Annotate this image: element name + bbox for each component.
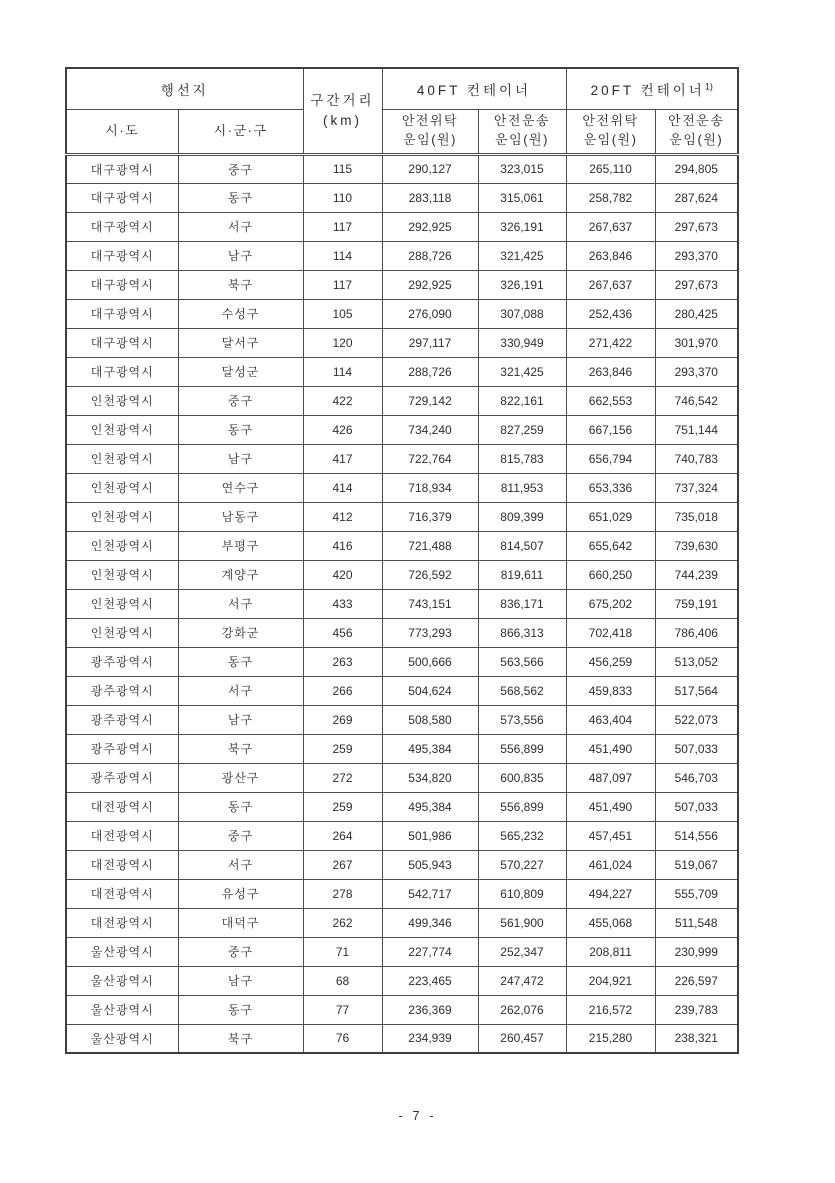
table-row [66,241,738,270]
table-row [66,792,738,821]
table-body [66,154,738,1053]
table-cell: 남구 [178,705,303,734]
table-cell: 중구 [178,386,303,415]
table-cell: 751,144 [655,415,738,444]
table-cell: 740,783 [655,444,738,473]
table-cell: 556,899 [478,792,566,821]
table-cell: 중구 [178,154,303,183]
table-cell: 417 [303,444,382,473]
table-cell: 297,117 [382,328,478,357]
table-cell: 227,774 [382,937,478,966]
table-cell: 대구광역시 [66,357,178,386]
table-cell: 297,673 [655,270,738,299]
table-cell: 307,088 [478,299,566,328]
table-cell: 인천광역시 [66,415,178,444]
table-cell: 달성군 [178,357,303,386]
table-cell: 433 [303,589,382,618]
table-cell: 290,127 [382,154,478,183]
table-cell: 565,232 [478,821,566,850]
table-cell: 297,673 [655,212,738,241]
table-cell: 215,280 [566,1024,655,1053]
sigungu-label: 시·군·구 [213,122,268,138]
table-cell: 광주광역시 [66,734,178,763]
table-cell: 울산광역시 [66,937,178,966]
table-cell: 494,227 [566,879,655,908]
col-header-sido [66,109,178,154]
subheader-line2: 운임(원) [669,132,724,147]
table-cell: 267,637 [566,270,655,299]
table-cell: 대전광역시 [66,792,178,821]
subheader-line1: 안전위탁 [401,113,459,129]
table-cell: 811,953 [478,473,566,502]
table-cell: 226,597 [655,966,738,995]
table-cell: 420 [303,560,382,589]
table-cell: 508,580 [382,705,478,734]
table-cell: 734,240 [382,415,478,444]
subheader-line2: 운임(원) [495,132,549,147]
table-cell: 500,666 [382,647,478,676]
table-row [66,299,738,328]
table-cell: 204,921 [566,966,655,995]
table-row [66,183,738,212]
table-cell: 강화군 [178,618,303,647]
table-cell: 252,347 [478,937,566,966]
table-cell: 827,259 [478,415,566,444]
table-cell: 76 [303,1024,382,1053]
table-cell: 739,630 [655,531,738,560]
table-cell: 326,191 [478,212,566,241]
table-cell: 110 [303,183,382,212]
table-cell: 563,566 [478,647,566,676]
table-cell: 487,097 [566,763,655,792]
table-cell: 507,033 [655,792,738,821]
col-header-20ft-container [566,68,738,109]
subheader-line1: 안전위탁 [582,113,639,129]
table-cell: 인천광역시 [66,386,178,415]
table-cell: 507,033 [655,734,738,763]
table-cell: 258,782 [566,183,655,212]
table-cell: 동구 [178,647,303,676]
table-cell: 568,562 [478,676,566,705]
table-cell: 120 [303,328,382,357]
table-cell: 223,465 [382,966,478,995]
col-header-distance [303,68,382,154]
table-cell: 271,422 [566,328,655,357]
table-cell: 505,943 [382,850,478,879]
table-cell: 288,726 [382,241,478,270]
table-cell: 459,833 [566,676,655,705]
table-cell: 북구 [178,270,303,299]
table-cell: 263 [303,647,382,676]
container-40ft-label: 40FT 컨테이너 [416,82,532,98]
table-cell: 546,703 [655,763,738,792]
table-row [66,473,738,502]
col-header-40ft-consign-fare [382,109,478,154]
table-row [66,676,738,705]
table-cell: 동구 [178,995,303,1024]
table-cell: 광주광역시 [66,763,178,792]
table-row [66,1024,738,1053]
table-cell: 북구 [178,1024,303,1053]
table-cell: 남구 [178,444,303,473]
table-header [66,68,738,154]
table-cell: 315,061 [478,183,566,212]
table-cell: 서구 [178,850,303,879]
table-cell: 653,336 [566,473,655,502]
table-cell: 대전광역시 [66,821,178,850]
table-cell: 서구 [178,212,303,241]
table-cell: 인천광역시 [66,560,178,589]
table-cell: 288,726 [382,357,478,386]
table-cell: 656,794 [566,444,655,473]
table-cell: 대덕구 [178,908,303,937]
table-cell: 759,191 [655,589,738,618]
table-cell: 대전광역시 [66,879,178,908]
table-cell: 292,925 [382,270,478,299]
table-cell: 259 [303,734,382,763]
table-cell: 809,399 [478,502,566,531]
table-cell: 513,052 [655,647,738,676]
table-row [66,966,738,995]
container-20ft-label: 20FT 컨테이너 [590,82,705,98]
header-row-top [66,68,738,109]
table-cell: 77 [303,995,382,1024]
table-cell: 117 [303,212,382,241]
table-cell: 667,156 [566,415,655,444]
freight-rate-table [65,67,739,1054]
table-cell: 남구 [178,966,303,995]
table-cell: 457,451 [566,821,655,850]
table-cell: 501,986 [382,821,478,850]
table-cell: 786,406 [655,618,738,647]
table-cell: 651,029 [566,502,655,531]
destination-label: 행선지 [160,82,209,98]
table-cell: 412 [303,502,382,531]
table-cell: 115 [303,154,382,183]
table-row [66,618,738,647]
col-header-20ft-consign-fare [566,109,655,154]
subheader-line1: 안전운송 [493,113,551,129]
table-cell: 293,370 [655,357,738,386]
table-cell: 463,404 [566,705,655,734]
table-cell: 815,783 [478,444,566,473]
table-row [66,821,738,850]
table-cell: 수성구 [178,299,303,328]
table-cell: 292,925 [382,212,478,241]
table-cell: 동구 [178,415,303,444]
table-row [66,879,738,908]
table-cell: 675,202 [566,589,655,618]
table-cell: 대전광역시 [66,908,178,937]
table-row [66,734,738,763]
table-cell: 283,118 [382,183,478,212]
table-cell: 743,151 [382,589,478,618]
table-cell: 726,592 [382,560,478,589]
table-cell: 서구 [178,589,303,618]
table-cell: 517,564 [655,676,738,705]
table-cell: 유성구 [178,879,303,908]
table-row [66,850,738,879]
table-cell: 인천광역시 [66,444,178,473]
table-cell: 계양구 [178,560,303,589]
table-cell: 114 [303,357,382,386]
table-cell: 인천광역시 [66,502,178,531]
table-cell: 511,548 [655,908,738,937]
col-header-sigungu [178,109,303,154]
table-cell: 236,369 [382,995,478,1024]
table-cell: 278 [303,879,382,908]
subheader-line2: 운임(원) [583,132,638,147]
footnote-marker: 1) [704,81,713,92]
table-cell: 대구광역시 [66,270,178,299]
table-cell: 456 [303,618,382,647]
table-cell: 중구 [178,937,303,966]
table-cell: 247,472 [478,966,566,995]
table-cell: 234,939 [382,1024,478,1053]
table-cell: 716,379 [382,502,478,531]
table-cell: 68 [303,966,382,995]
table-cell: 600,835 [478,763,566,792]
table-cell: 264 [303,821,382,850]
table-cell: 262 [303,908,382,937]
table-cell: 287,624 [655,183,738,212]
table-cell: 대구광역시 [66,183,178,212]
col-header-40ft-transport-fare [478,109,566,154]
table-cell: 230,999 [655,937,738,966]
table-cell: 321,425 [478,357,566,386]
table-row [66,328,738,357]
table-cell: 259 [303,792,382,821]
table-cell: 573,556 [478,705,566,734]
table-cell: 321,425 [478,241,566,270]
table-cell: 263,846 [566,241,655,270]
table-row [66,502,738,531]
table-cell: 광주광역시 [66,676,178,705]
table-cell: 660,250 [566,560,655,589]
table-cell: 814,507 [478,531,566,560]
table-cell: 519,067 [655,850,738,879]
table-cell: 451,490 [566,734,655,763]
table-cell: 293,370 [655,241,738,270]
table-row [66,908,738,937]
table-cell: 729,142 [382,386,478,415]
table-cell: 522,073 [655,705,738,734]
col-header-destination [66,68,303,109]
table-row [66,386,738,415]
table-cell: 252,436 [566,299,655,328]
table-cell: 323,015 [478,154,566,183]
table-cell: 울산광역시 [66,1024,178,1053]
table-cell: 414 [303,473,382,502]
subheader-line1: 안전운송 [668,113,725,129]
table-cell: 773,293 [382,618,478,647]
table-cell: 광주광역시 [66,705,178,734]
table-cell: 294,805 [655,154,738,183]
table-row [66,212,738,241]
table-cell: 451,490 [566,792,655,821]
table-cell: 735,018 [655,502,738,531]
table-row [66,415,738,444]
table-cell: 746,542 [655,386,738,415]
table-cell: 655,642 [566,531,655,560]
table-row [66,995,738,1024]
table-cell: 301,970 [655,328,738,357]
col-header-40ft-container [382,68,566,109]
table-cell: 836,171 [478,589,566,618]
table-cell: 239,783 [655,995,738,1024]
table-row [66,647,738,676]
table-cell: 265,110 [566,154,655,183]
table-cell: 인천광역시 [66,531,178,560]
table-cell: 238,321 [655,1024,738,1053]
table-cell: 267 [303,850,382,879]
table-row [66,444,738,473]
table-cell: 416 [303,531,382,560]
table-cell: 822,161 [478,386,566,415]
subheader-line2: 운임(원) [403,132,457,147]
table-cell: 555,709 [655,879,738,908]
table-cell: 남동구 [178,502,303,531]
table-cell: 대구광역시 [66,241,178,270]
table-cell: 269 [303,705,382,734]
table-cell: 534,820 [382,763,478,792]
table-cell: 499,346 [382,908,478,937]
table-cell: 610,809 [478,879,566,908]
table-cell: 276,090 [382,299,478,328]
table-row [66,531,738,560]
table-cell: 819,611 [478,560,566,589]
table-cell: 570,227 [478,850,566,879]
header-row-sub [66,109,738,154]
page-number: - 7 - [398,1108,437,1123]
table-cell: 인천광역시 [66,589,178,618]
table-cell: 동구 [178,792,303,821]
table-cell: 456,259 [566,647,655,676]
table-cell: 동구 [178,183,303,212]
table-cell: 117 [303,270,382,299]
table-cell: 71 [303,937,382,966]
table-cell: 연수구 [178,473,303,502]
table-cell: 262,076 [478,995,566,1024]
table-cell: 대구광역시 [66,154,178,183]
table-cell: 326,191 [478,270,566,299]
table-cell: 744,239 [655,560,738,589]
table-cell: 216,572 [566,995,655,1024]
table-cell: 422 [303,386,382,415]
table-cell: 722,764 [382,444,478,473]
table-cell: 대구광역시 [66,212,178,241]
table-cell: 중구 [178,821,303,850]
table-cell: 495,384 [382,792,478,821]
table-row [66,560,738,589]
table-cell: 달서구 [178,328,303,357]
table-cell: 495,384 [382,734,478,763]
table-cell: 북구 [178,734,303,763]
table-cell: 426 [303,415,382,444]
table-cell: 266 [303,676,382,705]
table-cell: 866,313 [478,618,566,647]
table-cell: 인천광역시 [66,473,178,502]
table-cell: 556,899 [478,734,566,763]
table-cell: 광주광역시 [66,647,178,676]
table-cell: 263,846 [566,357,655,386]
table-row [66,270,738,299]
table-cell: 울산광역시 [66,995,178,1024]
col-header-20ft-transport-fare [655,109,738,154]
table-cell: 718,934 [382,473,478,502]
distance-label-line1: 구간거리 [310,93,375,109]
table-cell: 남구 [178,241,303,270]
table-row [66,154,738,183]
table-cell: 208,811 [566,937,655,966]
table-cell: 737,324 [655,473,738,502]
table-cell: 대구광역시 [66,328,178,357]
table-cell: 702,418 [566,618,655,647]
table-cell: 광산구 [178,763,303,792]
table-cell: 280,425 [655,299,738,328]
table-cell: 울산광역시 [66,966,178,995]
table-cell: 272 [303,763,382,792]
table-cell: 114 [303,241,382,270]
table-cell: 부평구 [178,531,303,560]
table-row [66,763,738,792]
table-cell: 105 [303,299,382,328]
table-cell: 260,457 [478,1024,566,1053]
distance-label-line2: (km) [323,112,362,128]
table-cell: 721,488 [382,531,478,560]
table-row [66,357,738,386]
table-cell: 504,624 [382,676,478,705]
table-cell: 514,556 [655,821,738,850]
table-cell: 561,900 [478,908,566,937]
table-row [66,937,738,966]
table-cell: 662,553 [566,386,655,415]
table-row [66,705,738,734]
table-cell: 서구 [178,676,303,705]
table-cell: 542,717 [382,879,478,908]
table-cell: 대구광역시 [66,299,178,328]
sido-label: 시·도 [105,122,140,138]
table-cell: 267,637 [566,212,655,241]
table-cell: 대전광역시 [66,850,178,879]
table-row [66,589,738,618]
table-cell: 461,024 [566,850,655,879]
table-cell: 330,949 [478,328,566,357]
table-cell: 455,068 [566,908,655,937]
table-cell: 인천광역시 [66,618,178,647]
